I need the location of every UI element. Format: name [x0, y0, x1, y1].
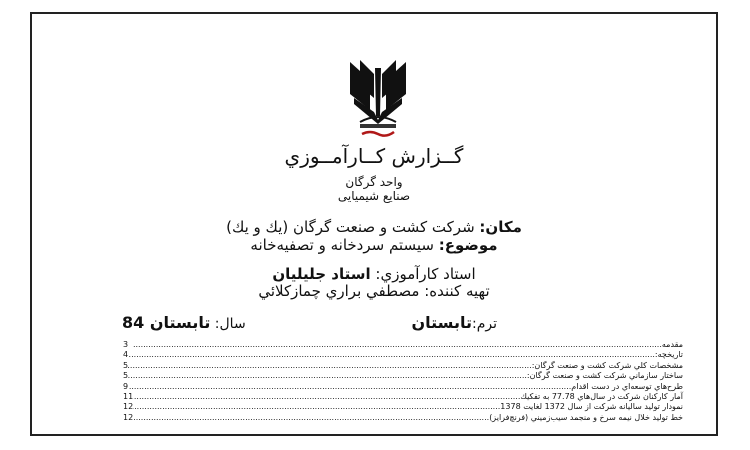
toc-item-title: نمودار توليد ساليانه شركت از سال 1372 لغايت 1378 — [500, 402, 683, 412]
university-logo — [346, 58, 410, 142]
term-value: تابستان — [411, 313, 472, 332]
subject-value: سيستم سردخانه و تصفيه‌خانه — [250, 236, 439, 254]
toc-item-development-plans[interactable] — [123, 382, 683, 392]
preparer-label: تهيه كننده: — [419, 282, 490, 300]
toc-item-page: 9 — [123, 381, 129, 391]
term-row — [122, 313, 497, 335]
term-label: ترم: — [471, 316, 497, 332]
toc-item-title: آمار كاركنان شركت در سال‌هاي 77.78 به تفكيك — [520, 391, 683, 401]
subject-line — [32, 236, 716, 254]
report-title: گــزارش كــارآمــوزي — [284, 144, 464, 168]
unit-name: واحد گرگان — [345, 175, 403, 189]
toc-item-title: تاريخچه: — [654, 350, 683, 360]
toc-dots — [128, 340, 662, 350]
toc-dots — [133, 402, 500, 412]
toc-item-page: 11 — [123, 391, 134, 401]
preparer-value: مصطفي براري چمازكلائي — [258, 282, 420, 300]
document-page — [30, 12, 718, 436]
toc-item-fries-line[interactable] — [123, 413, 683, 423]
toc-item-page: 4 — [123, 350, 129, 360]
toc-item-intro[interactable] — [123, 340, 683, 350]
toc-dots — [128, 350, 655, 360]
preparer-line — [32, 282, 716, 300]
toc-item-production-chart[interactable] — [123, 402, 683, 412]
toc-item-org-structure[interactable] — [123, 371, 683, 381]
toc-dots — [128, 382, 571, 392]
toc-item-title: مقدمه — [661, 340, 683, 349]
supervisor-label: استاد كارآموزي: — [370, 265, 476, 283]
toc-item-staff-stats[interactable] — [123, 392, 683, 402]
toc-item-title: طرح‌هاي توسعه‌اي در دست اقدام — [571, 381, 683, 391]
term-field — [411, 313, 497, 332]
toc-item-page: 12 — [123, 412, 134, 422]
supervisor-line — [32, 265, 716, 283]
toc-dots — [128, 371, 527, 381]
toc-dots — [133, 392, 520, 402]
table-of-contents — [123, 340, 683, 423]
toc-item-history[interactable] — [123, 350, 683, 360]
department-name: صنایع شیمیایی — [337, 189, 411, 203]
toc-item-title: خط توليد خلال نيمه سرخ و منجمد سيب‌زميني (فرنچ‌فرايز) — [489, 412, 683, 422]
toc-item-title: ساختار سازماني شركت كشت و صنعت گرگان: — [526, 371, 683, 381]
toc-dots — [133, 413, 489, 423]
toc-item-page: 12 — [123, 402, 134, 412]
toc-item-page: 5 — [123, 360, 129, 370]
toc-item-page: 3 — [123, 340, 129, 349]
place-label: مكان: — [479, 218, 522, 236]
year-label: سال: — [210, 316, 246, 332]
toc-item-company-specs[interactable] — [123, 361, 683, 371]
supervisor-value: استاد جليليان — [272, 265, 371, 283]
place-value: شركت كشت و صنعت گرگان (يك و يك) — [226, 218, 480, 236]
year-field — [122, 313, 246, 332]
year-value: تابستان 84 — [122, 313, 211, 332]
subject-label: موضوع: — [438, 236, 498, 254]
toc-item-title: مشخصات كلي شركت كشت و صنعت گرگان: — [531, 360, 683, 370]
place-line — [32, 218, 716, 236]
toc-item-page: 5 — [123, 371, 129, 381]
toc-dots — [128, 361, 532, 371]
